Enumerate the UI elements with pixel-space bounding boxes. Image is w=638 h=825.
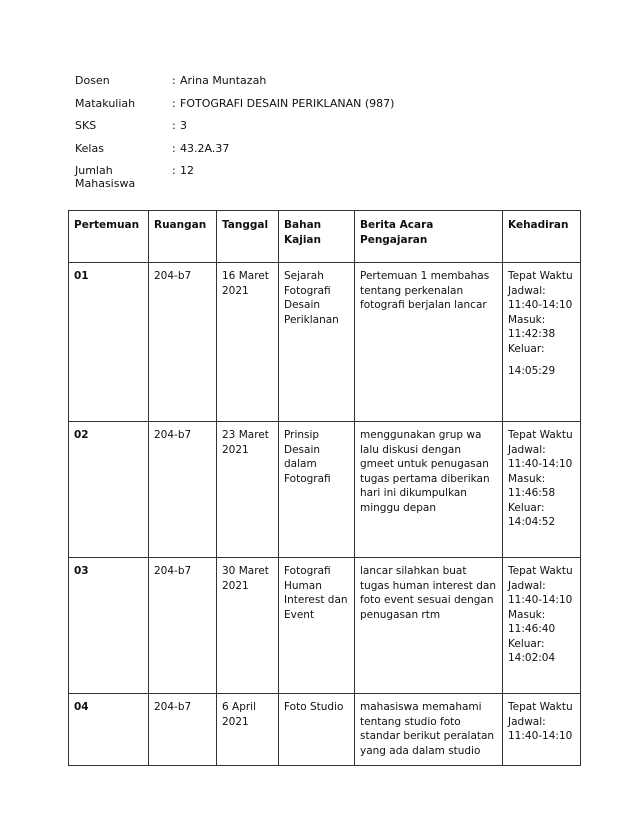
info-row-dosen — [75, 74, 394, 97]
ruangan-cell: 204-b7 — [149, 694, 217, 766]
kehadiran-cell — [503, 694, 581, 766]
dosen-value: Arina Muntazah — [180, 74, 267, 87]
matakuliah-label: Matakuliah — [75, 96, 136, 110]
bahan-cell: Sejarah Fotografi Desain Periklanan — [279, 263, 355, 422]
header-tanggal: Tanggal — [217, 211, 279, 263]
jadwal-label: Jadwal: — [508, 579, 546, 592]
kelas-value: 43.2A.37 — [180, 141, 230, 155]
tanggal-cell: 16 Maret 2021 — [217, 263, 279, 422]
header-ruangan: Ruangan — [149, 211, 217, 263]
sks-label: SKS — [75, 119, 97, 132]
table-row — [69, 694, 581, 766]
jadwal-label: Jadwal: — [508, 284, 546, 297]
masuk-label: Masuk: — [508, 608, 546, 621]
separator: : — [172, 74, 176, 87]
jadwal-time: 11:40-14:10 — [508, 594, 573, 606]
jadwal-label: Jadwal: — [508, 443, 546, 456]
header-berita-acara: Berita Acara Pengajaran — [355, 211, 503, 263]
ruangan-cell: 204-b7 — [149, 263, 217, 422]
jadwal-time: 11:40-14:10 — [508, 458, 573, 470]
masuk-label: Masuk: — [508, 313, 546, 326]
header-pertemuan: Pertemuan — [69, 211, 149, 263]
info-row-kelas — [75, 142, 394, 165]
tanggal-cell: 30 Maret 2021 — [217, 558, 279, 694]
separator: : — [172, 164, 176, 177]
keluar-label: Keluar: — [508, 342, 545, 355]
masuk-label: Masuk: — [508, 472, 546, 485]
kehadiran-cell — [503, 263, 581, 422]
jadwal-label: Jadwal: — [508, 715, 546, 728]
table-row — [69, 263, 581, 422]
sks-value: 3 — [180, 119, 187, 132]
table-header-row — [69, 211, 581, 263]
keluar-time: 14:05:29 — [508, 365, 556, 377]
header-bahan-kajian: Bahan Kajian — [279, 211, 355, 263]
kehadiran-cell — [503, 422, 581, 558]
pertemuan-cell: 04 — [69, 694, 149, 766]
tanggal-cell: 23 Maret 2021 — [217, 422, 279, 558]
berita-cell: Pertemuan 1 membahas tentang perkenalan fotografi berjalan lancar — [355, 263, 503, 422]
bahan-cell: Fotografi Human Interest dan Event — [279, 558, 355, 694]
matakuliah-value: FOTOGRAFI DESAIN PERIKLANAN (987) — [180, 96, 395, 110]
jumlah-value: 12 — [180, 164, 194, 177]
jumlah-label: Jumlah Mahasiswa — [75, 164, 136, 190]
separator: : — [172, 141, 176, 155]
status-text: Tepat Waktu — [508, 565, 573, 577]
status-text: Tepat Waktu — [508, 701, 573, 713]
separator: : — [172, 96, 176, 110]
course-info — [75, 74, 395, 190]
table-row — [69, 422, 581, 558]
keluar-label: Keluar: — [508, 637, 545, 650]
pertemuan-cell: 01 — [69, 263, 149, 422]
keluar-time: 14:02:04 — [508, 652, 556, 664]
berita-cell: menggunakan grup wa lalu diskusi dengan gmeet untuk penugasan tugas pertama diberikan hari ini dikumpulkan minggu depan — [355, 422, 503, 558]
berita-cell: lancar silahkan buat tugas human interest dan foto event sesuai dengan penugasan rtm — [355, 558, 503, 694]
kelas-label: Kelas — [75, 141, 104, 155]
attendance-table — [68, 210, 581, 766]
pertemuan-cell: 02 — [69, 422, 149, 558]
pertemuan-cell: 03 — [69, 558, 149, 694]
info-row-matakuliah — [75, 97, 394, 120]
tanggal-cell: 6 April 2021 — [217, 694, 279, 766]
masuk-time: 11:46:40 — [508, 623, 556, 635]
jadwal-time: 11:40-14:10 — [508, 730, 573, 742]
table-row — [69, 558, 581, 694]
kehadiran-cell — [503, 558, 581, 694]
jadwal-time: 11:40-14:10 — [508, 299, 573, 311]
header-kehadiran: Kehadiran — [503, 211, 581, 263]
info-row-sks — [75, 119, 394, 142]
berita-cell: mahasiswa memahami tentang studio foto standar berikut peralatan yang ada dalam studio — [355, 694, 503, 766]
bahan-cell: Prinsip Desain dalam Fotografi — [279, 422, 355, 558]
masuk-time: 11:46:58 — [508, 487, 556, 499]
ruangan-cell: 204-b7 — [149, 558, 217, 694]
status-text: Tepat Waktu — [508, 270, 573, 282]
info-row-jumlah — [75, 164, 394, 190]
masuk-time: 11:42:38 — [508, 328, 556, 340]
bahan-cell: Foto Studio — [279, 694, 355, 766]
spacer — [508, 356, 575, 364]
keluar-label: Keluar: — [508, 501, 545, 514]
separator: : — [172, 119, 176, 132]
keluar-time: 14:04:52 — [508, 516, 556, 528]
dosen-label: Dosen — [75, 74, 110, 87]
ruangan-cell: 204-b7 — [149, 422, 217, 558]
status-text: Tepat Waktu — [508, 429, 573, 441]
